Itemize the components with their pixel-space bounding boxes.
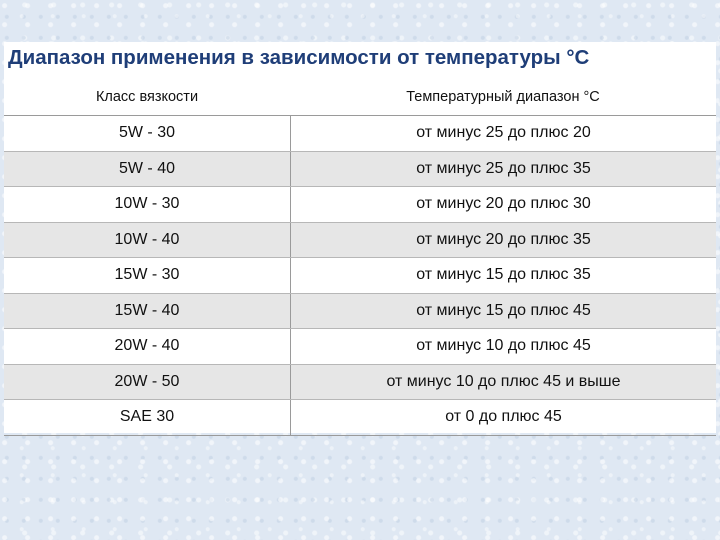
viscosity-class-cell: 5W - 30 — [118, 124, 175, 142]
slide-content — [4, 42, 716, 433]
temperature-range-cell: от минус 25 до плюс 20 — [290, 116, 716, 151]
temperature-range-cell: от минус 20 до плюс 35 — [290, 223, 716, 258]
temperature-range-cell: от минус 25 до плюс 35 — [290, 152, 716, 187]
header-viscosity-class: Класс вязкости — [95, 88, 199, 105]
temperature-range-cell: от минус 15 до плюс 45 — [290, 294, 716, 329]
header-temperature-range: Температурный диапазон °С — [406, 88, 600, 105]
temperature-range-cell: от минус 10 до плюс 45 — [290, 329, 716, 364]
viscosity-class-cell: 5W - 40 — [118, 159, 175, 177]
temperature-range-cell: от минус 20 до плюс 30 — [290, 187, 716, 222]
table-header-row — [4, 78, 716, 116]
table-row — [4, 329, 716, 365]
viscosity-class-cell: 10W - 30 — [114, 195, 180, 213]
viscosity-class-cell: SAE 30 — [119, 408, 175, 426]
table-row — [4, 223, 716, 259]
table-row — [4, 116, 716, 152]
table-row — [4, 294, 716, 330]
viscosity-table — [4, 78, 716, 436]
table-row — [4, 187, 716, 223]
table-row — [4, 152, 716, 188]
viscosity-class-cell: 15W - 40 — [114, 301, 180, 319]
table-row — [4, 258, 716, 294]
viscosity-class-cell: 15W - 30 — [114, 266, 180, 284]
viscosity-class-cell: 20W - 50 — [114, 372, 180, 390]
table-row — [4, 400, 716, 436]
viscosity-class-cell: 10W - 40 — [114, 230, 180, 248]
table-row — [4, 365, 716, 401]
viscosity-class-cell: 20W - 40 — [114, 337, 180, 355]
temperature-range-cell: от минус 10 до плюс 45 и выше — [290, 365, 716, 400]
page-title: Диапазон применения в зависимости от температуры °С — [8, 46, 590, 69]
temperature-range-cell: от 0 до плюс 45 — [290, 400, 716, 435]
temperature-range-cell: от минус 15 до плюс 35 — [290, 258, 716, 293]
